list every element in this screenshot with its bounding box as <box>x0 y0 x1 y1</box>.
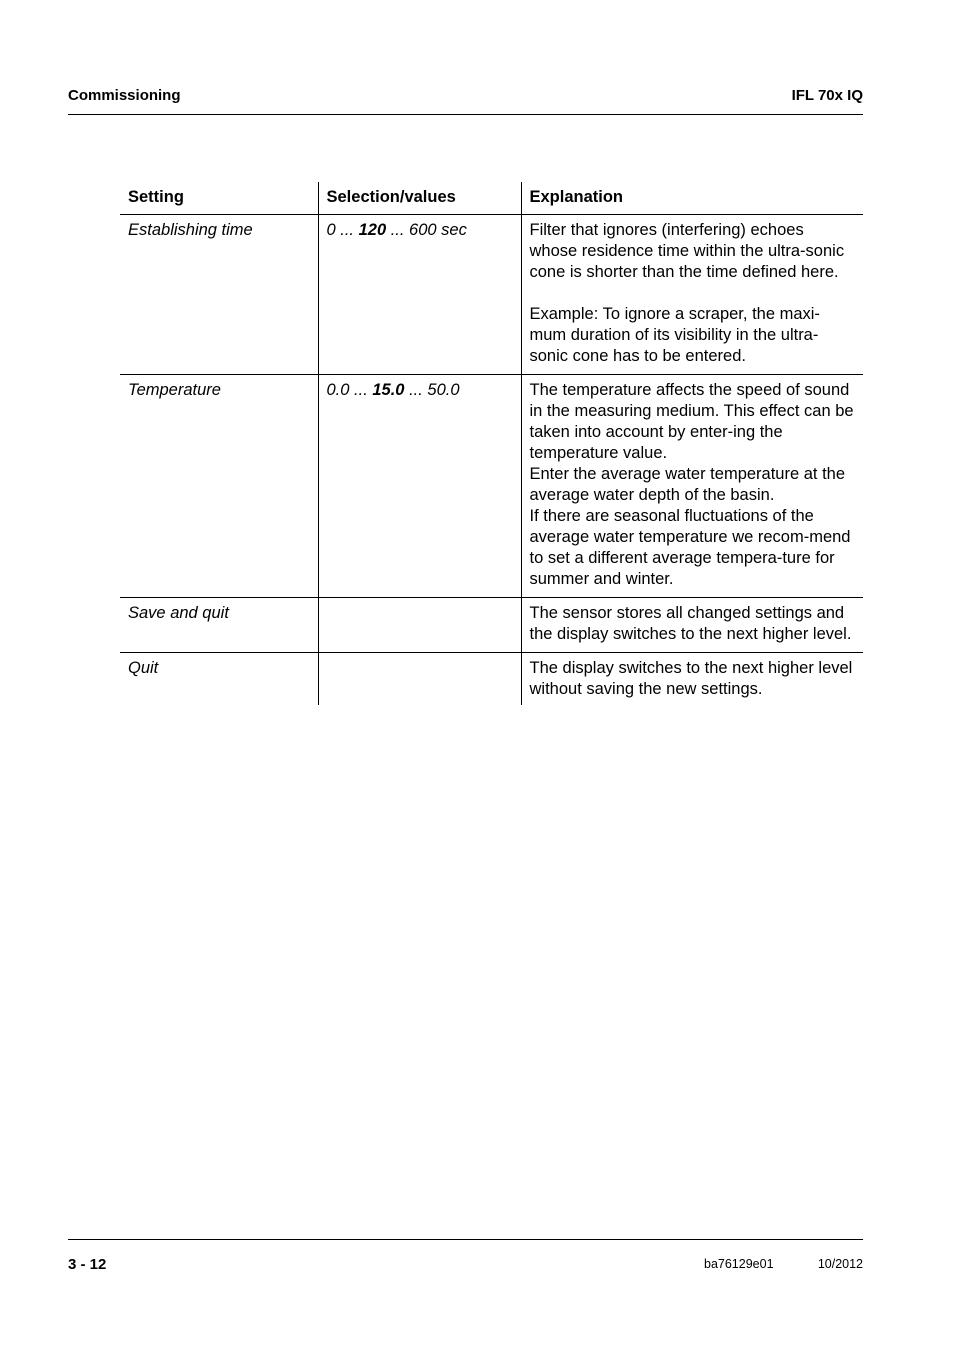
explanation-paragraph: The temperature affects the speed of sound in the measuring medium. This effect can be taken into account by enter-ing the temperature value. <box>529 381 854 462</box>
range-max: ... 50.0 <box>404 381 460 399</box>
setting-name: Establishing time <box>120 215 318 375</box>
table-row <box>120 598 863 653</box>
setting-name: Save and quit <box>120 598 318 653</box>
explanation-paragraph: The display switches to the next higher level without saving the new settings. <box>529 659 853 698</box>
explanation <box>521 375 863 598</box>
selection-values <box>318 598 521 653</box>
explanation <box>521 215 863 375</box>
explanation-paragraph: Example: To ignore a scraper, the maxi-mum duration of its visibility in the ultra-sonic cone has to be entered. <box>529 305 820 365</box>
selection-values <box>318 215 521 375</box>
table-row <box>120 215 863 375</box>
explanation-paragraph: Filter that ignores (interfering) echoes whose residence time within the ultra-sonic cone is shorter than the time defined here. <box>529 221 845 281</box>
explanation-paragraph: If there are seasonal fluctuations of the average water temperature we recom-mend to set a different average tempera-ture for summer and winter. <box>529 507 851 588</box>
column-header-explanation: Explanation <box>521 182 863 215</box>
default-value: 120 <box>358 221 387 239</box>
header-rule <box>68 114 863 115</box>
document-id: ba76129e01 <box>704 1257 774 1271</box>
column-header-selection-values: Selection/values <box>318 182 521 215</box>
table-row <box>120 653 863 706</box>
column-header-setting: Setting <box>120 182 318 215</box>
footer-rule <box>68 1239 863 1240</box>
selection-values <box>318 375 521 598</box>
explanation-paragraph: Enter the average water temperature at the average water depth of the basin. <box>529 465 846 504</box>
table-header-row <box>120 182 863 215</box>
selection-values <box>318 653 521 706</box>
explanation <box>521 598 863 653</box>
default-value: 15.0 <box>372 381 405 399</box>
setting-name: Quit <box>128 659 159 677</box>
page-number: 3 - 12 <box>68 1256 107 1273</box>
range-min: 0.0 ... <box>326 381 373 399</box>
explanation <box>521 653 863 706</box>
settings-table <box>120 182 863 705</box>
header-product-name: IFL 70x IQ <box>791 87 863 104</box>
range-max: ... 600 sec <box>386 221 467 239</box>
range-min: 0 ... <box>326 221 359 239</box>
explanation-paragraph: The sensor stores all changed settings and the display switches to the next higher level. <box>529 604 852 643</box>
header-section-title: Commissioning <box>68 87 181 104</box>
table-row <box>120 375 863 598</box>
setting-name: Temperature <box>120 375 318 598</box>
document-date: 10/2012 <box>817 1257 863 1271</box>
